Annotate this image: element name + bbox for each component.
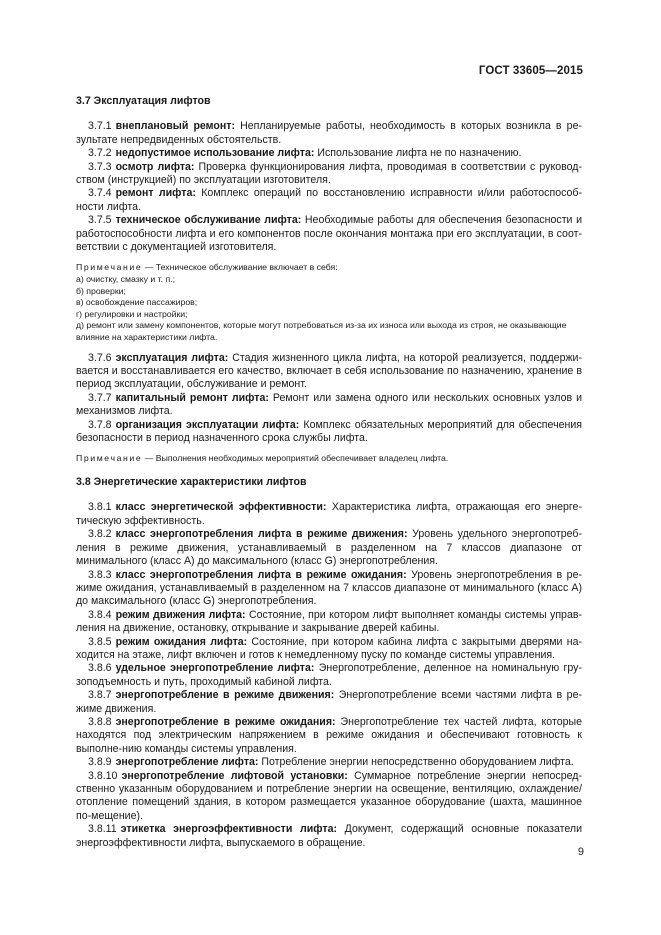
section-3-7-items xyxy=(76,120,582,254)
note-list-item: г) регулировки и настройки; xyxy=(76,308,188,319)
note-label: Примечание xyxy=(76,453,143,464)
clause-3-8-7: 3.8.7 энергопотребление в режиме движения: Энергопотребление всеми частями лифта в ре-жиме движения. xyxy=(76,689,582,715)
note-label: Примечание xyxy=(76,262,143,273)
note-list-item: а) очистку, смазку и т. п.; xyxy=(76,274,176,285)
clause-3-7-8: 3.7.8 организация эксплуатации лифта: Комплекс обязательных мероприятий для обеспечения безопасности в период назначенного срока службы лифта. xyxy=(76,418,582,445)
section-title-3-8: 3.8 Энергетические характеристики лифтов xyxy=(76,476,307,489)
clause-3-8-3: 3.8.3 класс энергопотребления лифта в режиме ожидания: Уровень энергопотребления в ре-жиме ожидания, устанавливаемый в разделенном на 7 классов диапазоне от минимального (класс А) до максимального (класс G) энергопотребления. xyxy=(76,568,582,608)
clause-3-8-4: 3.8.4 режим движения лифта: Состояние, при котором лифт выполняет команды системы управ-ления на движение, остановку, открывание и закрывание дверей кабины. xyxy=(76,608,582,635)
clause-3-8-10: 3.8.10 энергопотребление лифтовой установки: Суммарное потребление энергии непосред-ственно указанным оборудованием и потребление энергии на освещение, вентиляцию, охлаждение/отопление помещений здания, в котором размещается указанное оборудование (шахта, машинное по-мещение). xyxy=(76,769,582,822)
clause-3-7-2: 3.7.2 недопустимое использование лифта: Использование лифта не по назначению. xyxy=(88,147,522,160)
note-list-item: д) ремонт или замену компонентов, которые могут потребоваться из-за их износа или выхода из строя, не оказывающие влияние на характеристики лифта. xyxy=(76,320,567,343)
clause-3-7-1: 3.7.1 внеплановый ремонт: Непланируемые работы, необходимость в которых возникла в ре-зультате непредвиденных обстоятельств. xyxy=(76,120,582,146)
clause-3-8-11: 3.8.11 этикетка энергоэффективности лифта: Документ, содержащий основные показатели энергоэффективности лифта, выпускаемого в обращение. xyxy=(76,823,582,849)
section-3-8-items xyxy=(76,501,582,850)
clause-3-7-3: 3.7.3 осмотр лифта: Проверка функционирования лифта, проводимая в соответствии с руковод-ством (инструкцией) по эксплуатации изготовителя. xyxy=(76,160,582,187)
clause-3-7-5: 3.7.5 техническое обслуживание лифта: Необходимые работы для обеспечения безопасности и работоспособности лифта и его компонентов после окончания монтажа при его эксплуатации, в соот-ветствии с документацией изготовителя. xyxy=(76,214,582,254)
page-content xyxy=(76,95,582,850)
clause-3-8-9: 3.8.9 энергопотребление лифта: Потребление энергии непосредственно оборудованием лифта. xyxy=(88,756,574,769)
clause-3-7-6: 3.7.6 эксплуатация лифта: Стадия жизненного цикла лифта, на которой реализуется, поддержи-вается и восстанавливается его качество, включает в себя использование по назначению, хранение в период эксплуатации, обслуживание и ремонт. xyxy=(76,351,582,391)
note-maintenance: Примечание — Техническое обслуживание включает в себя: а) очистку, смазку и т. п.; б) проверки; в) освобождение пассажиров; г) регулировки и настройки; д) ремонт или замену компонентов, которые могут потребоваться из-за их износа или выхода из строя, не оказывающие влияние на характеристики лифта. xyxy=(76,262,582,343)
clause-3-7-7: 3.7.7 капитальный ремонт лифта: Ремонт или замена одного или нескольких основных узлов и механизмов лифта. xyxy=(76,391,582,418)
standard-header: ГОСТ 33605—2015 xyxy=(478,65,583,77)
clause-3-8-1: 3.8.1 класс энергетической эффективности: Характеристика лифта, отражающая его энерге-тическую эффективность. xyxy=(76,501,582,527)
clause-3-8-8: 3.8.8 энергопотребление в режиме ожидания: Энергопотребление тех частей лифта, которые находятся под электрическим напряжением в режиме ожидания и обеспечивают готовность к выполне-нию команды системы управления. xyxy=(76,715,582,755)
page-number: 9 xyxy=(577,846,584,858)
clause-3-8-2: 3.8.2 класс энергопотребления лифта в режиме движения: Уровень удельного энергопотреб-ления в режиме движения, устанавливаемый в разделенном на 7 классов диапазоне от минимального (класс А) до максимального (класс G) энергопотребления. xyxy=(76,528,582,568)
note-owner: Примечание — Выполнения необходимых мероприятий обеспечивает владелец лифта. xyxy=(76,453,449,464)
clause-3-8-6: 3.8.6 удельное энергопотребление лифта: Энергопотребление, деленное на номинальную гру-зоподъемность и путь, проходимый кабиной лифта. xyxy=(76,662,582,688)
note-list-item: б) проверки; xyxy=(76,285,126,296)
clause-3-8-5: 3.8.5 режим ожидания лифта: Состояние, при котором кабина лифта с закрытыми дверями на-ходится на этаже, лифт включен и готов к немедленному пуску по команде системы управления. xyxy=(76,635,582,661)
clause-3-7-4: 3.7.4 ремонт лифта: Комплекс операций по восстановлению исправности и/или работоспособ-ности лифта. xyxy=(76,187,582,213)
section-title-3-7: 3.7 Эксплуатация лифтов xyxy=(76,95,211,107)
section-3-7-items-cont xyxy=(76,352,582,446)
note-list-item: в) освобождение пассажиров; xyxy=(76,297,198,308)
